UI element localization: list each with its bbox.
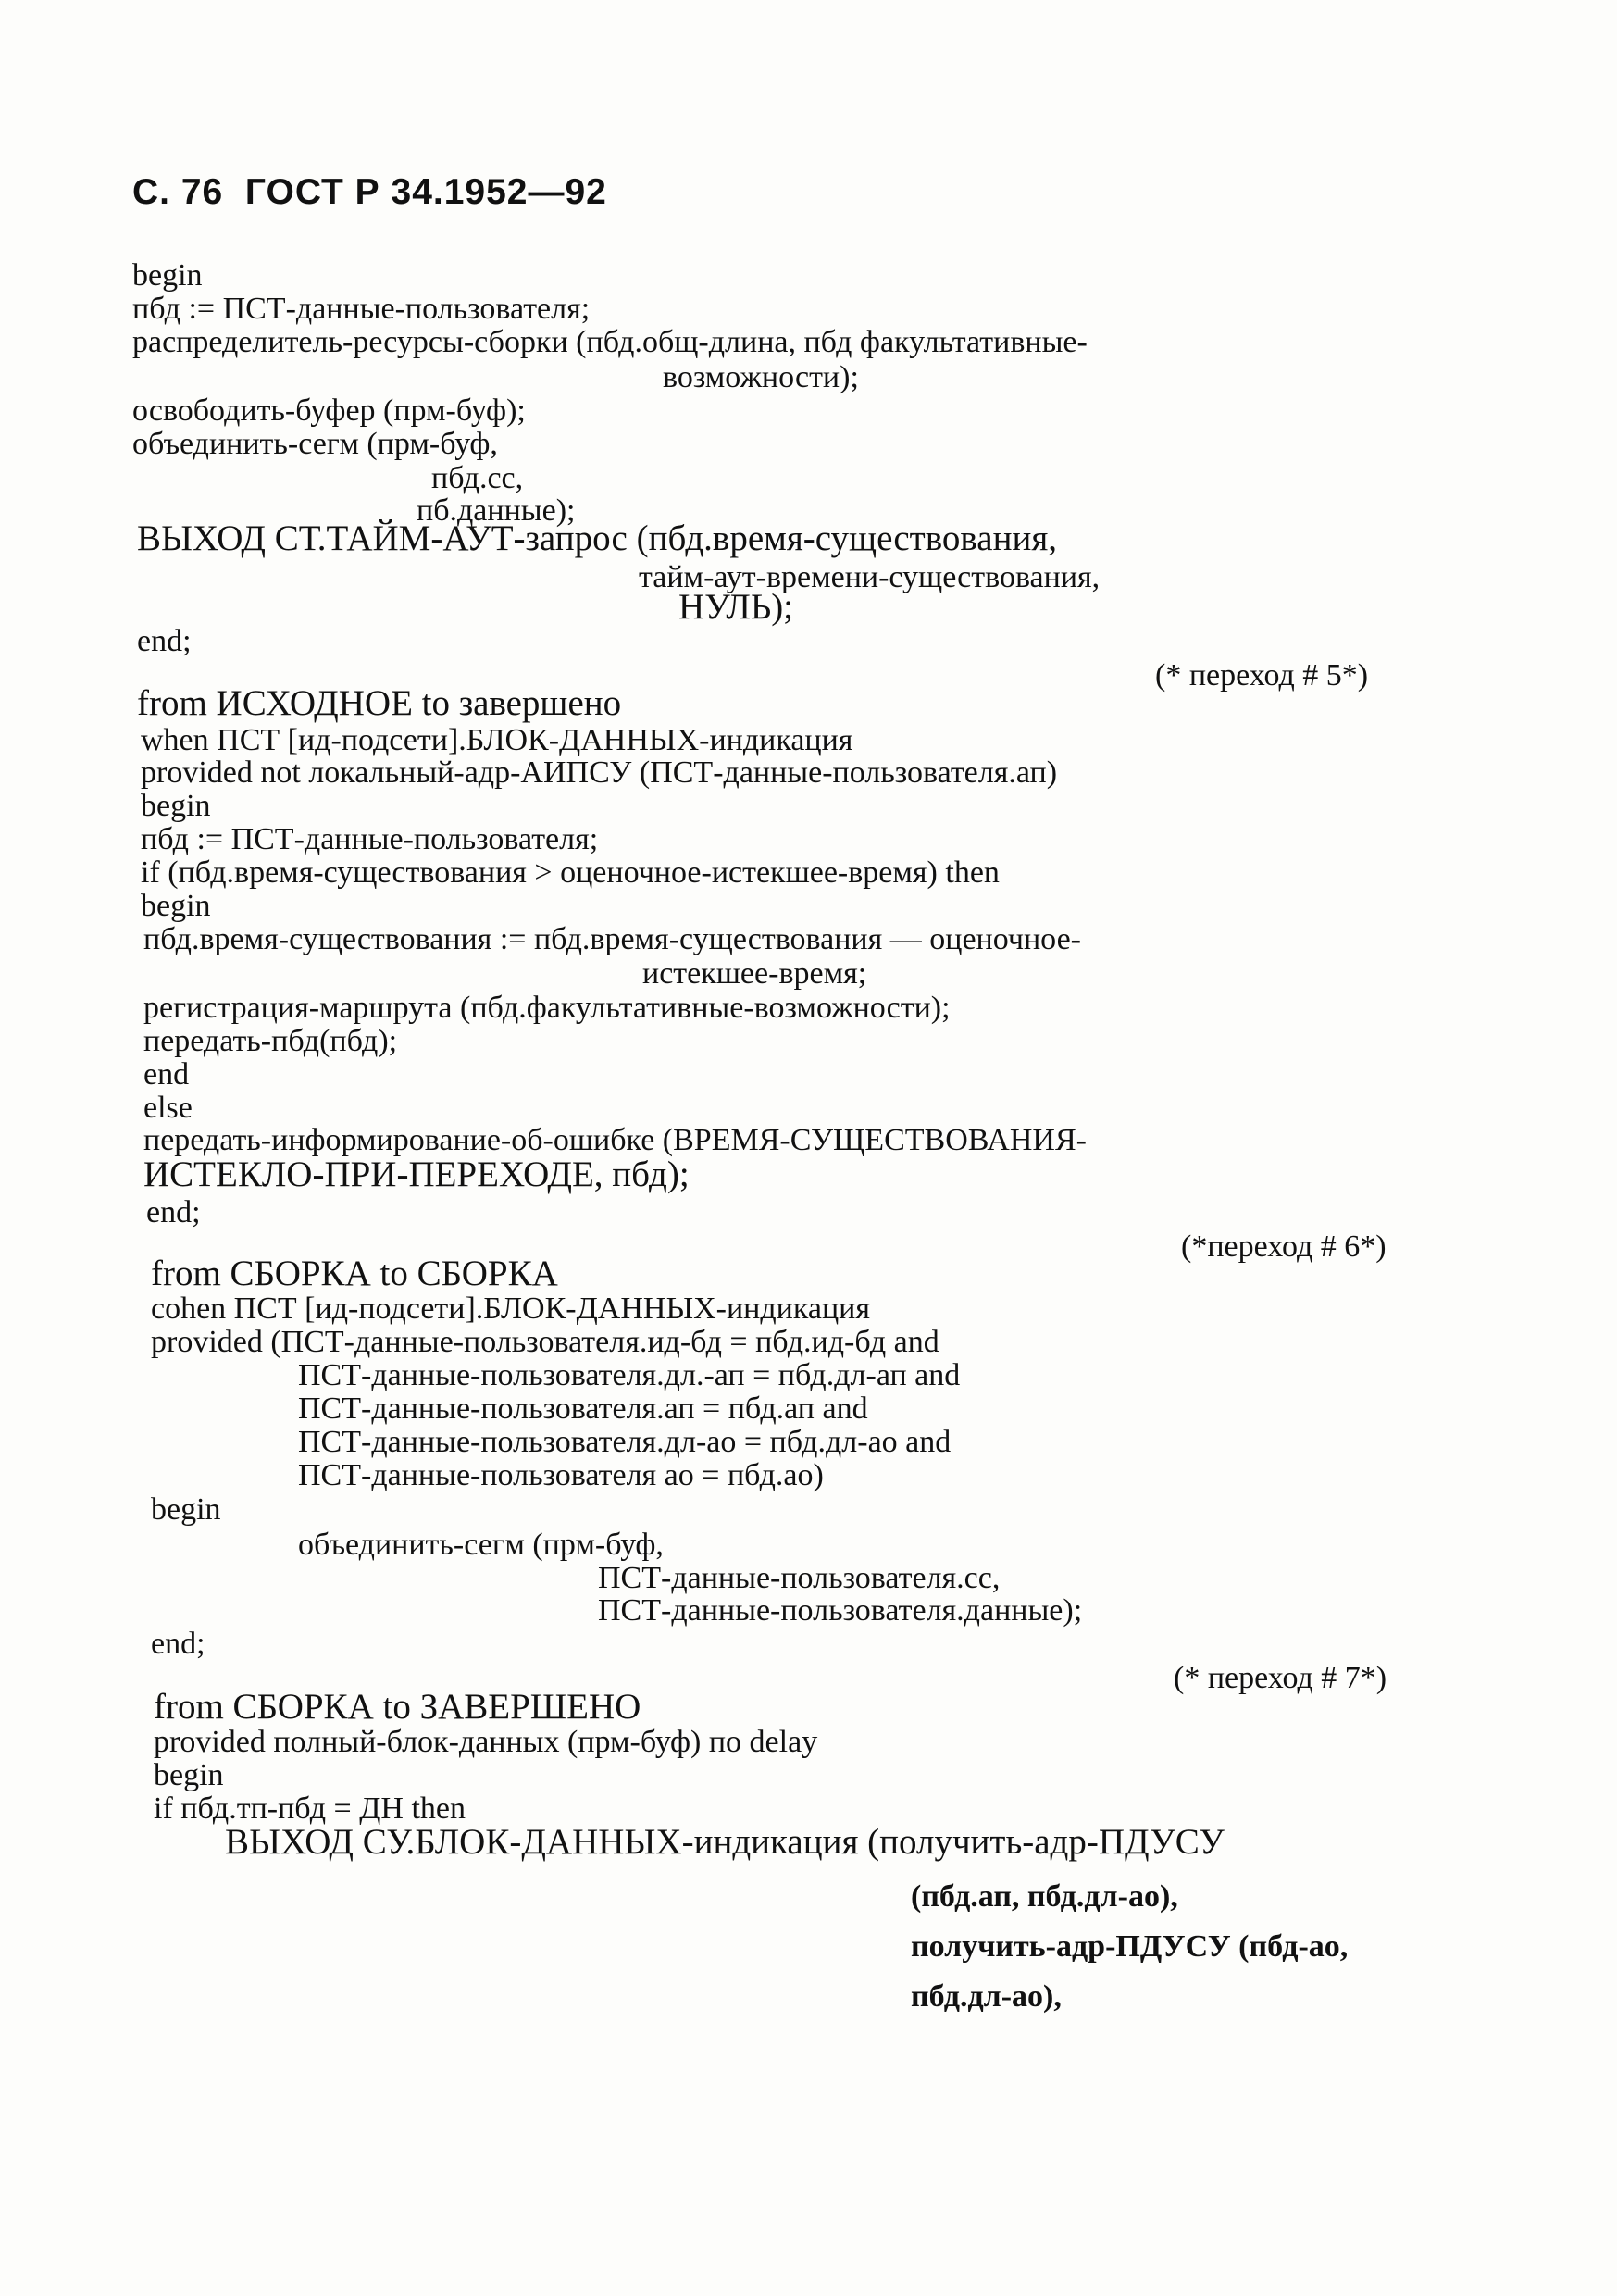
transition-comment: (* переход # 5*)	[1155, 658, 1369, 693]
code-line: if (пбд.время-существования > оценочное-истекшее-время) then	[141, 855, 1000, 890]
code-line: пбд.сс,	[431, 461, 524, 495]
code-line: регистрация-маршрута (пбд.факультативные-возможности);	[143, 991, 951, 1025]
code-line: ВЫХОД СУ.БЛОК-ДАННЫХ-индикация (получить-адр-ПДУСУ	[225, 1822, 1225, 1862]
code-line: получить-адр-ПДУСУ (пбд-ао,	[911, 1929, 1349, 1964]
code-line: пбд := ПСТ-данные-пользователя;	[141, 822, 599, 856]
code-line: ПСТ-данные-пользователя.дл-ао = пбд.дл-ао and	[298, 1425, 952, 1459]
code-line: ПСТ-данные-пользователя.данные);	[598, 1593, 1083, 1628]
code-line: when ПСТ [ид-подсети].БЛОК-ДАННЫХ-индикация	[141, 723, 853, 757]
code-line: ПСТ-данные-пользователя.ап = пбд.ап and	[298, 1391, 868, 1426]
code-line: else	[143, 1091, 193, 1125]
code-line: begin	[132, 258, 203, 293]
code-line: end;	[137, 624, 192, 658]
code-line: end	[143, 1057, 190, 1092]
code-line: (пбд.ап, пбд.дл-ао),	[911, 1879, 1178, 1914]
code-line: пбд.время-существования := пбд.время-существования — оценочное-	[143, 922, 1081, 956]
code-line: from СБОРКА to СБОРКА	[151, 1254, 558, 1293]
code-line: end;	[151, 1627, 205, 1661]
code-line: if пбд.тп-пбд = ДН then	[154, 1791, 466, 1826]
code-line: освободить-буфер (прм-буф);	[132, 393, 526, 428]
code-line: распределитель-ресурсы-сборки (пбд.общ-длина, пбд факультативные-	[132, 325, 1088, 359]
code-line: ПСТ-данные-пользователя.дл.-ап = пбд.дл-ап and	[298, 1358, 961, 1392]
code-line: from СБОРКА to ЗАВЕРШЕНО	[154, 1687, 641, 1727]
code-line: пб.данные);	[417, 493, 576, 528]
code-line: пбд := ПСТ-данные-пользователя;	[132, 292, 591, 326]
code-line: объединить-сегм (прм-буф,	[298, 1528, 664, 1562]
transition-comment: (* переход # 7*)	[1174, 1661, 1387, 1695]
code-line: истекшее-время;	[642, 956, 867, 991]
code-line: возможности);	[663, 360, 859, 394]
code-line: ПСТ-данные-пользователя.сс,	[598, 1561, 1001, 1595]
code-line: передать-информирование-об-ошибке (ВРЕМЯ-СУЩЕСТВОВАНИЯ-	[143, 1123, 1087, 1157]
code-line: тайм-аут-времени-существования,	[639, 560, 1101, 594]
code-line: пбд.дл-ао),	[911, 1979, 1062, 2014]
code-line: from ИСХОДНОЕ to завершено	[137, 683, 622, 723]
code-line: begin	[151, 1492, 221, 1527]
code-line: provided полный-блок-данных (прм-буф) по delay	[154, 1725, 818, 1759]
code-line: begin	[154, 1758, 224, 1792]
code-line: передать-пбд(пбд);	[143, 1024, 398, 1058]
transition-comment: (*переход # 6*)	[1181, 1229, 1387, 1264]
code-line: объединить-сегм (прм-буф,	[132, 427, 498, 461]
page-header: С. 76 ГОСТ Р 34.1952—92	[132, 172, 607, 212]
code-line: ИСТЕКЛО-ПРИ-ПЕРЕХОДЕ, пбд);	[143, 1154, 690, 1194]
code-line: begin	[141, 889, 211, 923]
code-line: НУЛЬ);	[678, 587, 794, 627]
code-line: provided not локальный-адр-АИПСУ (ПСТ-данные-пользователя.ап)	[141, 755, 1058, 790]
code-line: begin	[141, 789, 211, 823]
code-line: end;	[146, 1195, 201, 1229]
code-line: ВЫХОД СТ.ТАЙМ-АУТ-запрос (пбд.время-существования,	[137, 518, 1058, 558]
code-line: provided (ПСТ-данные-пользователя.ид-бд = пбд.ид-бд and	[151, 1325, 939, 1359]
code-line: ПСТ-данные-пользователя ао = пбд.ао)	[298, 1458, 824, 1492]
code-line: cohen ПСТ [ид-подсети].БЛОК-ДАННЫХ-индикация	[151, 1292, 870, 1326]
